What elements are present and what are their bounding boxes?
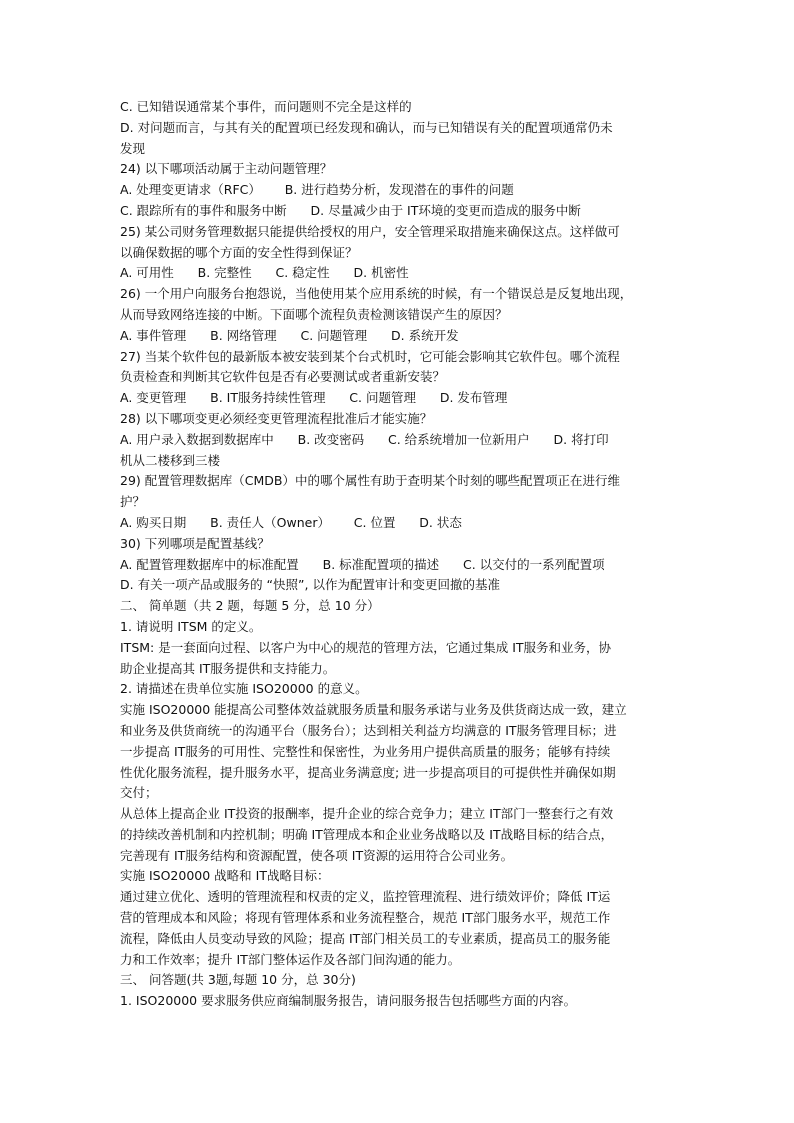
question-24: 24) 以下哪项活动属于主动问题管理？ [120, 161, 333, 177]
section-heading-3: 三、 问答题(共 3题,每题 10 分，总 30分) [120, 972, 356, 988]
answer-text: 交付； [120, 785, 158, 801]
document-page [120, 97, 680, 1012]
text-line: 机从二楼移到三楼 [120, 452, 221, 468]
question-25: 25) 某公司财务管理数据只能提供给授权的用户，安全管理采取措施来确保这点。这样做可 [120, 223, 620, 239]
options-line: A. 事件管理 B. 网络管理 C. 问题管理 D. 系统开发 [120, 327, 459, 343]
question-27: 27) 当某个软件包的最新版本被安装到某个台式机时，它可能会影响其它软件包。哪个流程 [120, 348, 620, 364]
question-text: 1. ISO20000 要求服务供应商编制服务报告，请问服务报告包括哪些方面的内容。 [120, 993, 577, 1009]
question-30: 30) 下列哪项是配置基线？ [120, 535, 270, 551]
options-line: A. 购买日期 B. 责任人（Owner） C. 位置 D. 状态 [120, 514, 462, 530]
options-line: A. 配置管理数据库中的标准配置 B. 标准配置项的描述 C. 以交付的一系列配置项 [120, 556, 605, 572]
answer-text: 实施 ISO20000 战略和 IT战略目标： [120, 868, 330, 884]
text-line: 护？ [120, 494, 146, 510]
answer-text: 通过建立优化、透明的管理流程和权责的定义，监控管理流程、进行绩效评价；降低 IT运 [120, 889, 611, 905]
answer-text: 从总体上提高企业 IT投资的报酬率，提升企业的综合竞争力；建立 IT部门一整套行之有效 [120, 806, 614, 822]
text-line: 发现 [120, 140, 146, 156]
answer-text: 营的管理成本和风险；将现有管理体系和业务流程整合，规范 IT部门服务水平，规范工作 [120, 910, 611, 926]
answer-text: 和业务及供货商统一的沟通平台（服务台）；达到相关利益方均满意的 IT服务管理目标；进 [120, 722, 617, 738]
options-line: C. 跟踪所有的事件和服务中断 D. 尽量减少由于 IT环境的变更而造成的服务中断 [120, 202, 581, 218]
question-29: 29) 配置管理数据库（CMDB）中的哪个属性有助于查明某个时刻的哪些配置项正在进行维 [120, 473, 620, 489]
options-line: A. 可用性 B. 完整性 C. 稳定性 D. 机密性 [120, 265, 409, 281]
options-line: D. 有关一项产品或服务的 “快照”, 以作为配置审计和变更回撤的基准 [120, 577, 500, 593]
answer-text: 完善现有 IT服务结构和资源配置，使各项 IT资源的运用符合公司业务。 [120, 847, 514, 863]
options-line: A. 用户录入数据到数据库中 B. 改变密码 C. 给系统增加一位新用户 D. 将打印 [120, 431, 609, 447]
options-line: A. 处理变更请求（RFC） B. 进行趋势分析，发现潜在的事件的问题 [120, 182, 514, 198]
answer-text: 力和工作效率；提升 IT部门整体运作及各部门间沟通的能力。 [120, 951, 461, 967]
question-text: 1. 请说明 ITSM 的定义。 [120, 618, 262, 634]
text-line: 以确保数据的哪个方面的安全性得到保证？ [120, 244, 358, 260]
question-text: 2. 请描述在贵单位实施 ISO20000 的意义。 [120, 681, 368, 697]
answer-text: 性优化服务流程，提升服务水平，提高业务满意度; 进一步提高项目的可提供性并确保如期 [120, 764, 616, 780]
answer-text: 实施 ISO20000 能提高公司整体效益就服务质量和服务承诺与业务及供货商达成一致，建立 [120, 702, 627, 718]
text-line: 从而导致网络连接的中断。下面哪个流程负责检测该错误产生的原因？ [120, 306, 508, 322]
answer-text: 流程，降低由人员变动导致的风险；提高 IT部门相关员工的专业素质，提高员工的服务能 [120, 930, 611, 946]
text-line: 负责检查和判断其它软件包是否有必要测试或者重新安装？ [120, 369, 446, 385]
answer-text: 一步提高 IT服务的可用性、完整性和保密性，为业务用户提供高质量的服务；能够有持续 [120, 743, 611, 759]
answer-text: 助企业提高其 IT服务提供和支持能力。 [120, 660, 336, 676]
question-28: 28) 以下哪项变更必须经变更管理流程批准后才能实施？ [120, 410, 433, 426]
question-26: 26) 一个用户向服务台抱怨说，当他使用某个应用系统的时候，有一个错误总是反复地出现， [120, 286, 633, 302]
text-line: C. 已知错误通常某个事件，而问题则不完全是这样的 [120, 99, 412, 114]
answer-text: 的持续改善机制和内控机制；明确 IT管理成本和企业业务战略以及 IT战略目标的结合点， [120, 826, 614, 842]
answer-text: ITSM: 是一套面向过程、以客户为中心的规范的管理方法，它通过集成 IT服务和业务，协 [120, 639, 612, 655]
options-line: A. 变更管理 B. IT服务持续性管理 C. 问题管理 D. 发布管理 [120, 390, 508, 406]
text-line: D. 对问题而言，与其有关的配置项已经发现和确认，而与已知错误有关的配置项通常仍未 [120, 119, 613, 135]
section-heading-2: 二、 简单题（共 2 题，每题 5 分，总 10 分） [120, 598, 380, 614]
